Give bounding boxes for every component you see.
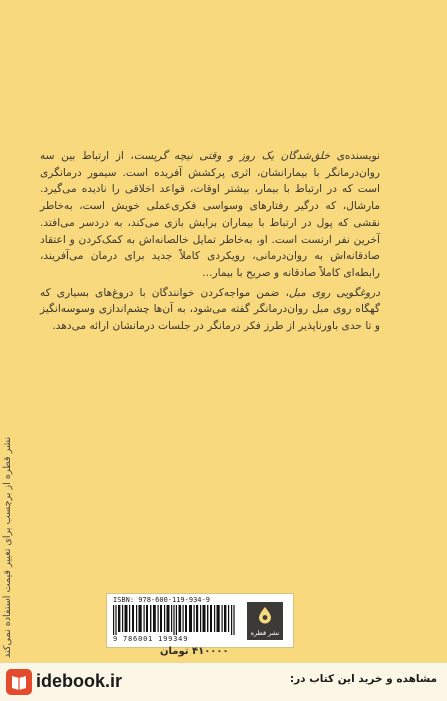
barcode-panel — [106, 593, 294, 648]
book-price: ۴۱۰۰۰۰ تومان — [160, 646, 229, 657]
blurb-p1-body: ، از ارتباط بین سه روان‌درمانگر با بیمارانشان، اثری پرکشش آفریده است. سیمور درمانگری است که در ارتباط با بیمار، بیشتر اوقات، قواعد اخلاقی را نادیده می‌گیرد. مارشال، که درگیر رفتارهای وسواسی فکری‌عملی خویش است، به‌خاطر نقشی که پول در ارتباط با بیماران برایش بازی می‌کند، به دردسر می‌افتد. آخرین نفر ارنست است. او، به‌خاطر تمایل خالصانه‌اش به کمک‌کردن و اعتقاد صادقانه‌اش به روان‌درمانی، رویکردی کاملاً جدید برای درمان می‌آفریند، رابطه‌ای کاملاً صادقانه و صریح با بیمار... — [40, 150, 380, 279]
book-icon — [6, 669, 32, 695]
blurb-paragraph-2 — [40, 285, 380, 335]
store-banner[interactable] — [0, 662, 447, 701]
book-blurb — [40, 148, 380, 338]
publisher-name: نشر قطره — [250, 629, 280, 637]
price-label-note: نشر قطره از برچسب برای تغییر قیمت استفاده نمی‌کند — [2, 436, 13, 659]
droplet-icon — [256, 606, 274, 624]
blurb-p1-titles: خلق‌شدگان یک روز و وقتی نیچه گریست — [133, 150, 330, 162]
blurb-p2-body: ، ضمن مواجه‌کردن خوانندگان با دروغ‌های بسیاری که گهگاه روی مبل روان‌درمانگر گفته می‌شود، به آن‌ها چشم‌اندازی وسوسه‌انگیز و تا حدی باورناپذیر از طرز فکر درمانگر در جلسات درمانشان ارائه می‌دهد. — [40, 286, 380, 333]
store-cta-text: مشاهده و خرید این کتاب در: — [289, 673, 437, 685]
isbn-number: ISBN: 978-600-119-934-9 — [113, 596, 210, 604]
store-logo-link[interactable] — [6, 669, 166, 695]
publisher-logo — [247, 602, 283, 640]
blurb-paragraph-1 — [40, 148, 380, 282]
barcode-icon — [113, 605, 237, 635]
barcode-digits: 9 786001 199349 — [113, 635, 189, 643]
blurb-p2-title: دروغگویی روی مبل — [288, 286, 380, 299]
store-brand-name: idebook.ir — [36, 671, 123, 691]
blurb-p1-prefix: نویسنده‌ی — [330, 150, 380, 162]
